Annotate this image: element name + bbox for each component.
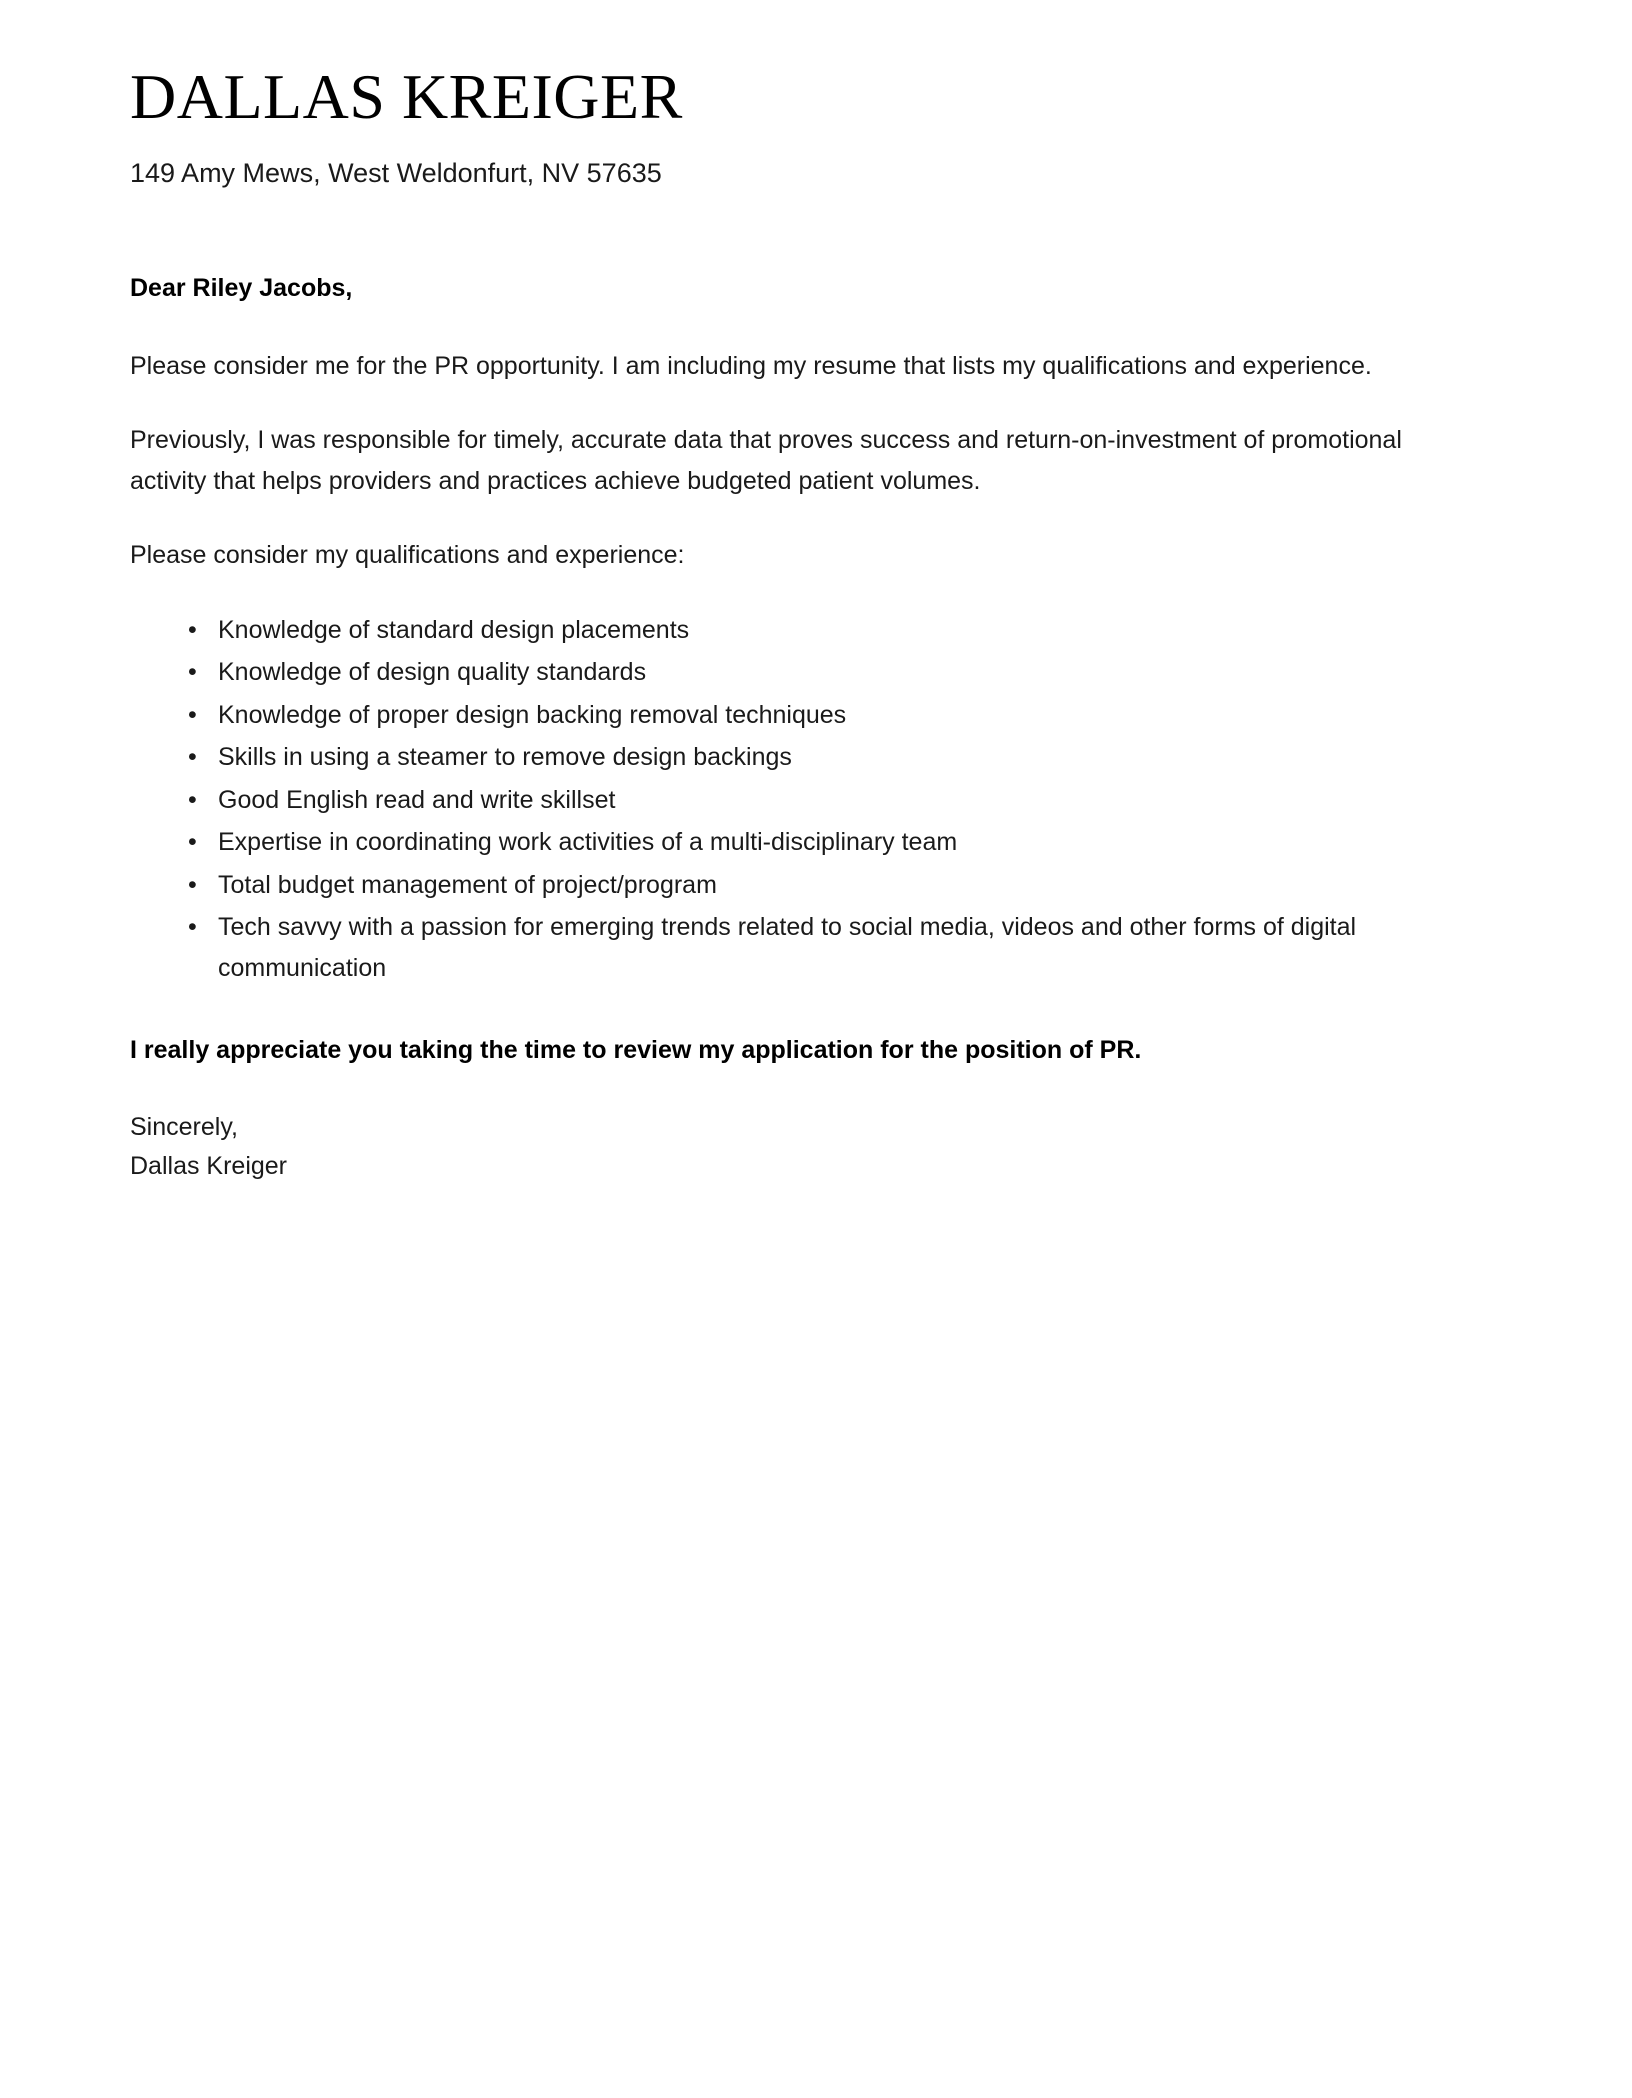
list-item: • Expertise in coordinating work activities of a multi-disciplinary team	[184, 822, 1470, 863]
signature-name: Dallas Kreiger	[130, 1152, 288, 1181]
list-item: • Good English read and write skillset	[184, 780, 1470, 821]
letter-content	[130, 62, 1470, 1187]
skills-list	[130, 610, 1470, 989]
list-item: • Knowledge of design quality standards	[184, 652, 1470, 693]
list-item: • Knowledge of proper design backing removal techniques	[184, 695, 1470, 736]
signoff-text: Sincerely,	[130, 1112, 238, 1141]
page-title: DALLAS KREIGER	[130, 61, 683, 132]
paragraph-intro: Please consider me for the PR opportunity. I am including my resume that lists my qualifications and experience.	[130, 351, 1372, 380]
signature-block	[130, 1108, 1470, 1187]
letter-body	[130, 270, 1470, 1187]
contact-address: 149 Amy Mews, West Weldonfurt, NV 57635	[130, 158, 662, 189]
paragraph-experience: Previously, I was responsible for timely, accurate data that proves success and return-on-investment of promotional activity that helps providers and practices achieve budgeted patient volumes.	[130, 426, 1402, 495]
list-item: • Total budget management of project/program	[184, 865, 1470, 906]
paragraph-qualifications-lead: Please consider my qualifications and experience:	[130, 541, 685, 570]
closing-statement: I really appreciate you taking the time to review my application for the position of PR.	[130, 1036, 1142, 1065]
list-item: • Skills in using a steamer to remove design backings	[184, 737, 1470, 778]
list-item: • Tech savvy with a passion for emerging trends related to social media, videos and other forms of digital communication	[184, 907, 1470, 988]
salutation: Dear Riley Jacobs,	[130, 273, 353, 302]
list-item: • Knowledge of standard design placements	[184, 610, 1470, 651]
